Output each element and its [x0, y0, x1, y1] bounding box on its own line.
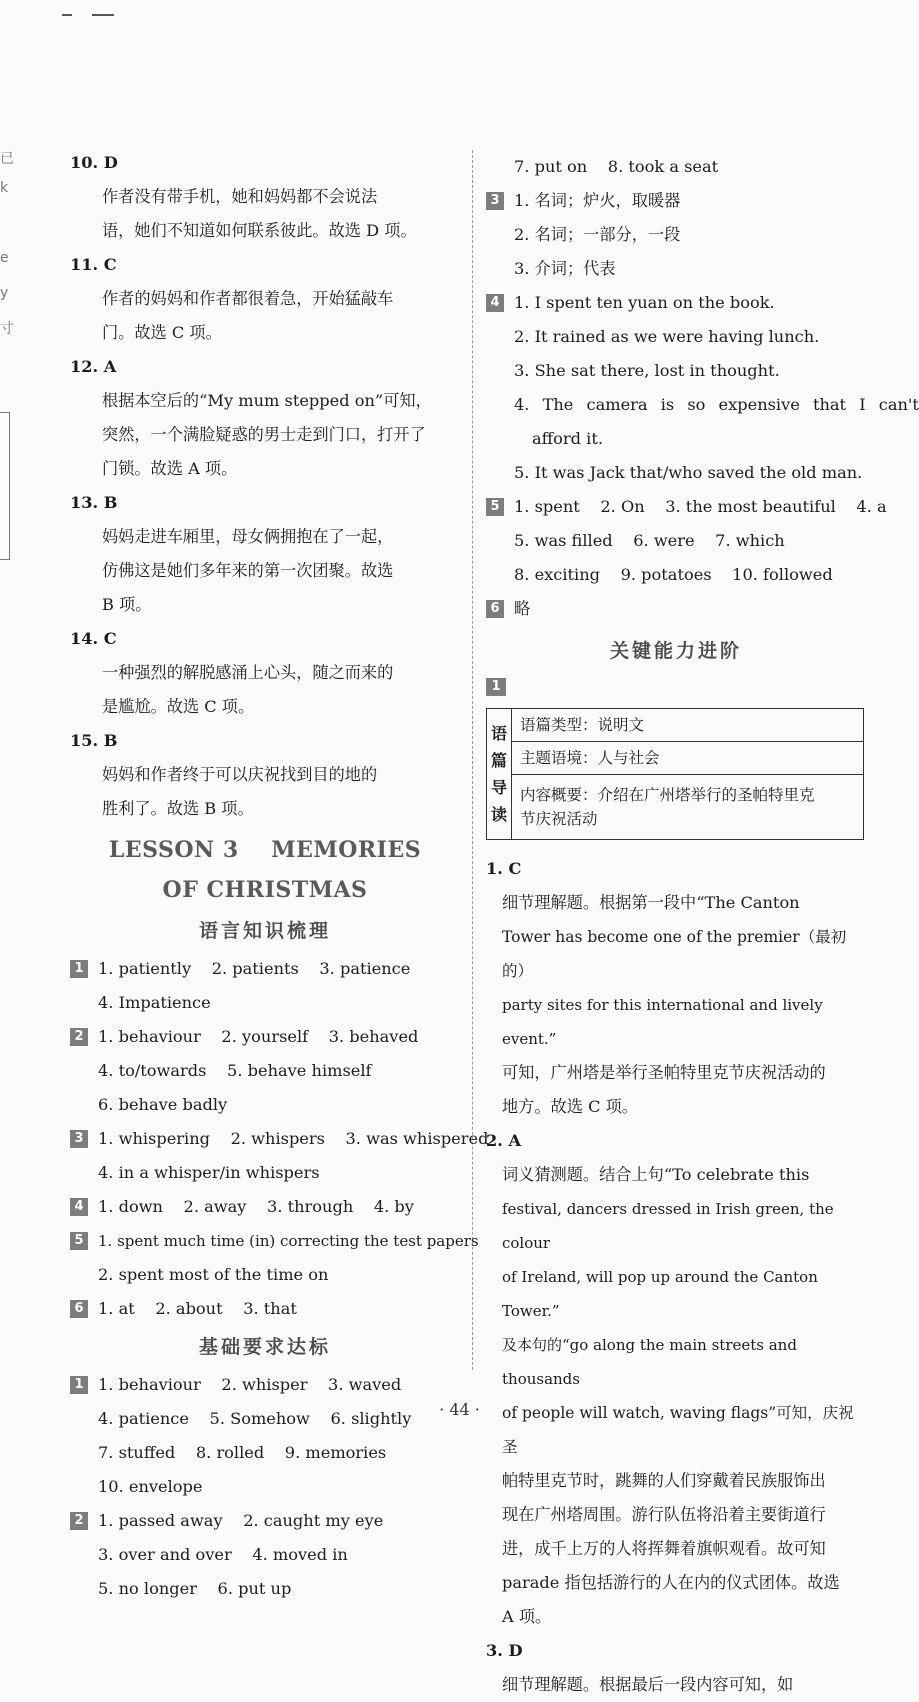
exercise-item — [70, 1122, 489, 1190]
answer-text: 胜利了。故选 B 项。 — [102, 799, 254, 818]
exercise-line: 1. spent much time (in) correcting the test papers — [98, 1232, 479, 1250]
answer-item — [486, 1634, 866, 1702]
exercise-line: 4. in a whisper/in whispers — [98, 1163, 320, 1182]
exercise-badge: 6 — [486, 600, 504, 618]
answer-text: 词义猜测题。结合上句“To celebrate this — [502, 1165, 810, 1184]
answer-number: 2. A — [486, 1131, 522, 1150]
section-title: 语言知识梳理 — [198, 920, 331, 942]
edge-glyph: 寸 — [0, 321, 14, 337]
answer-number: 15. B — [70, 731, 118, 750]
answer-text: 可知，广州塔是举行圣帕特里克节庆祝活动的 — [502, 1063, 826, 1082]
exercise-line: 4. The camera is so expensive that I can't — [514, 395, 919, 414]
exercise-badge: 3 — [70, 1130, 88, 1148]
exercise-badge: 2 — [70, 1028, 88, 1046]
right-column — [486, 150, 919, 1702]
answer-text: 仿佛这是她们多年来的第一次团聚。故选 — [102, 561, 394, 580]
answer-text: 作者没有带手机，她和妈妈都不会说法 — [102, 187, 378, 206]
exercise-line: 5. It was Jack that/who saved the old man. — [514, 463, 863, 482]
answer-block — [486, 852, 866, 1702]
exercise-badge: 4 — [70, 1198, 88, 1216]
answer-number: 11. C — [70, 255, 117, 274]
exercise-line: 5. was filled 6. were 7. which — [514, 531, 785, 550]
label-char: 篇 — [491, 751, 508, 770]
passage-summary-cell — [512, 775, 864, 840]
answer-text: 一种强烈的解脱感涌上心头，随之而来的 — [102, 663, 394, 682]
answer-text: parade 指包括游行的人在内的仪式团体。故选 — [502, 1573, 840, 1592]
exercise-item — [486, 286, 919, 490]
exercise-item — [70, 1504, 460, 1606]
lesson-title: LESSON 3 MEMORIES — [108, 837, 422, 863]
exercise-line: 1. spent 2. On 3. the most beautiful 4. a — [514, 497, 887, 516]
exercise-item — [70, 1020, 460, 1122]
answer-text: 地方。故选 C 项。 — [502, 1097, 638, 1116]
exercise-item — [70, 1368, 460, 1504]
answer-number: 14. C — [70, 629, 117, 648]
exercise-line: 10. envelope — [98, 1477, 203, 1496]
answer-text: 是尴尬。故选 C 项。 — [102, 697, 255, 716]
exercise-item — [486, 184, 866, 286]
exercise-badge: 5 — [486, 498, 504, 516]
lesson-title-continued: OF CHRISTMAS — [162, 877, 368, 903]
summary-line: 内容概要：介绍在广州塔举行的圣帕特里克 — [520, 786, 815, 804]
answer-text: 妈妈走进车厢里，母女俩拥抱在了一起， — [102, 527, 394, 546]
exercise-line: 1. at 2. about 3. that — [98, 1299, 297, 1318]
exercise-item — [70, 1292, 460, 1326]
exercise-item — [70, 1224, 479, 1292]
answer-item — [70, 622, 460, 724]
answer-text: of people will watch, waving flags”可知，庆祝圣 — [502, 1404, 854, 1456]
passage-type-cell: 语篇类型：说明文 — [512, 709, 864, 742]
top-decoration-mark — [62, 14, 72, 16]
answer-item — [70, 146, 460, 248]
answer-text: 现在广州塔周围。游行队伍将沿着主要街道行 — [502, 1505, 826, 1524]
answer-item — [486, 1124, 866, 1634]
answer-text: Tower has become one of the premier（最初的） — [502, 928, 847, 980]
edge-glyph: k — [0, 180, 9, 196]
answer-text: party sites for this international and lively event.” — [502, 996, 823, 1048]
answer-text: 门。故选 C 项。 — [102, 323, 222, 342]
exercise-line: 7. stuffed 8. rolled 9. memories — [98, 1443, 387, 1462]
page-number: · 44 · — [439, 1400, 480, 1419]
answer-text: 进，成千上万的人将挥舞着旗帜观看。故可知 — [502, 1539, 826, 1558]
exercise-line: 2. spent most of the time on — [98, 1265, 329, 1284]
answer-text: 突然，一个满脸疑惑的男士走到门口，打开了 — [102, 425, 426, 444]
section-title: 关键能力进阶 — [609, 640, 742, 662]
edge-glyph: y — [0, 285, 9, 301]
exercise-line: 4. patience 5. Somehow 6. slightly — [98, 1409, 412, 1428]
answer-number: 1. C — [486, 859, 522, 878]
exercise-line: 1. 名词；炉火，取暖器 — [514, 191, 681, 210]
answer-text: festival, dancers dressed in Irish green, the colour — [502, 1200, 834, 1252]
edge-glyph: 已 — [0, 151, 14, 167]
passage-theme-cell: 主题语境：人与社会 — [512, 742, 864, 775]
answer-text: of Ireland, will pop up around the Canton Tower.” — [502, 1268, 818, 1320]
exercise-item — [70, 1190, 460, 1224]
exercise-line: 1. passed away 2. caught my eye — [98, 1511, 384, 1530]
exercise-line: 3. 介词；代表 — [514, 259, 616, 278]
exercise-line: 4. Impatience — [98, 993, 211, 1012]
exercise-line: 略 — [514, 599, 531, 618]
exercise-item — [70, 952, 460, 1020]
answer-text: 妈妈和作者终于可以庆祝找到目的地的 — [102, 765, 378, 784]
summary-line: 节庆祝活动 — [520, 810, 598, 828]
exercise-line: 5. no longer 6. put up — [98, 1579, 292, 1598]
exercise-badge: 2 — [70, 1512, 88, 1530]
exercise-line: 2. It rained as we were having lunch. — [514, 327, 820, 346]
answer-number: 12. A — [70, 357, 117, 376]
answer-number: 13. B — [70, 493, 118, 512]
answer-text: 及本句的“go along the main streets and thousands — [502, 1336, 797, 1388]
exercise-line: 2. 名词；一部分，一段 — [514, 225, 681, 244]
exercise-line: 6. behave badly — [98, 1095, 228, 1114]
exercise-line: 1. behaviour 2. yourself 3. behaved — [98, 1027, 419, 1046]
exercise-badge: 1 — [70, 1376, 88, 1394]
exercise-line: 3. over and over 4. moved in — [98, 1545, 348, 1564]
edge-box-fragment — [0, 412, 10, 560]
answer-item — [486, 852, 866, 1124]
exercise-line: 1. patiently 2. patients 3. patience — [98, 959, 411, 978]
top-decoration-mark — [92, 14, 114, 16]
section-title: 基础要求达标 — [198, 1336, 331, 1358]
exercise-line: afford it. — [532, 429, 603, 448]
exercise-line: 8. exciting 9. potatoes 10. followed — [514, 565, 833, 584]
answer-text: B 项。 — [102, 595, 152, 614]
exercise-line: 1. behaviour 2. whisper 3. waved — [98, 1375, 402, 1394]
answer-text: 细节理解题。根据第一段中“The Canton — [502, 893, 800, 912]
answer-block — [70, 146, 460, 826]
answer-number: 10. D — [70, 153, 118, 172]
exercise-item — [486, 592, 866, 626]
label-char: 读 — [491, 805, 508, 824]
exercise-line: 1. I spent ten yuan on the book. — [514, 293, 775, 312]
exercise-line: 4. to/towards 5. behave himself — [98, 1061, 372, 1080]
answer-text: 细节理解题。根据最后一段内容可知，如 — [502, 1675, 794, 1694]
left-column — [70, 146, 489, 1606]
exercise-line: 3. She sat there, lost in thought. — [514, 361, 780, 380]
exercise-badge: 6 — [70, 1300, 88, 1318]
exercise-line: 7. put on 8. took a seat — [514, 157, 719, 176]
exercise-line: 1. whispering 2. whispers 3. was whispered — [98, 1129, 489, 1148]
exercise-badge: 3 — [486, 192, 504, 210]
exercise-badge: 1 — [70, 960, 88, 978]
label-char: 语 — [491, 724, 508, 743]
answer-text: 作者的妈妈和作者都很着急，开始猛敲车 — [102, 289, 394, 308]
answer-text: 语，她们不知道如何联系彼此。故选 D 项。 — [102, 221, 417, 240]
label-char: 导 — [491, 778, 508, 797]
passage-guide-label — [487, 709, 512, 840]
exercise-line: 1. down 2. away 3. through 4. by — [98, 1197, 414, 1216]
exercise-badge: 4 — [486, 294, 504, 312]
answer-item — [70, 248, 460, 350]
column-divider — [472, 150, 473, 1370]
answer-text: 帕特里克节时，跳舞的人们穿戴着民族服饰出 — [502, 1471, 826, 1490]
answer-item — [70, 486, 460, 622]
answer-text: 根据本空后的“My mum stepped on”可知， — [102, 391, 432, 410]
passage-guide-table — [486, 708, 864, 840]
answer-item — [70, 724, 460, 826]
answer-text: 门锁。故选 A 项。 — [102, 459, 238, 478]
exercise-badge: 5 — [70, 1232, 88, 1250]
edge-glyph: e — [0, 250, 9, 266]
exercise-badge: 1 — [486, 678, 506, 696]
exercise-item-continued — [486, 150, 866, 184]
answer-number: 3. D — [486, 1641, 523, 1660]
exercise-item — [486, 490, 887, 592]
answer-item — [70, 350, 460, 486]
answer-text: A 项。 — [502, 1607, 552, 1626]
